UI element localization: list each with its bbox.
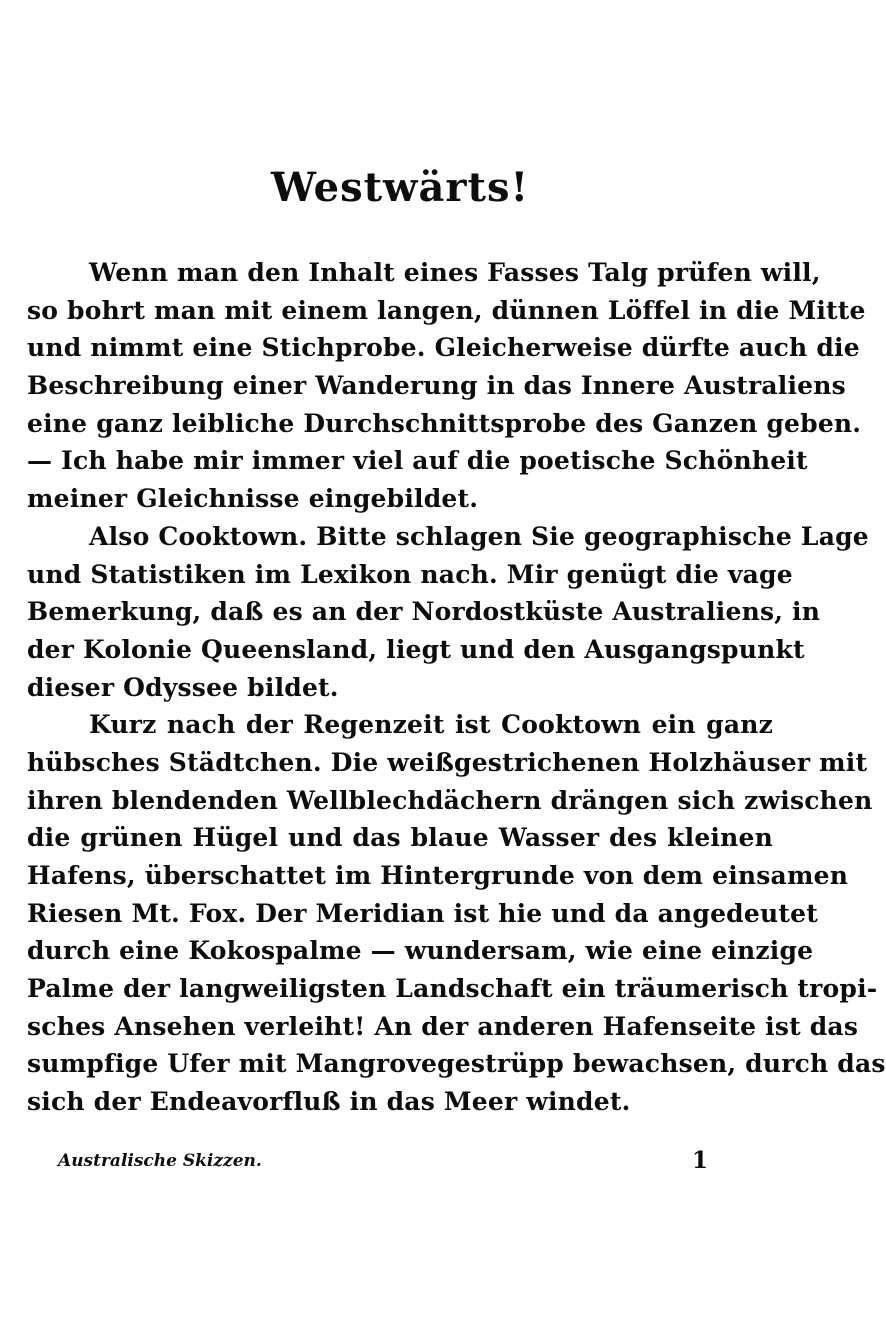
chapter-title: Westwärts!	[270, 164, 530, 211]
signature-mark: Australische Skizzen.	[58, 1151, 262, 1171]
text-line: Kurz nach der Regenzeit ist Cooktown ein ganz	[89, 710, 773, 740]
text-line: dieser Odyssee bildet.	[27, 672, 339, 702]
body-text	[27, 254, 886, 1121]
text-line: Also Cooktown. Bitte schlagen Sie geographische Lage	[89, 521, 869, 551]
text-line: der Kolonie Queensland, liegt und den Ausgangspunkt	[27, 634, 805, 664]
page-footer	[58, 1147, 708, 1177]
text-line: Wenn man den Inhalt eines Fasses Talg prüfen will,	[89, 258, 821, 287]
text-line: sumpfige Ufer mit Mangrovegestrüpp bewachsen, durch das	[27, 1049, 886, 1079]
page-number: 1	[691, 1147, 708, 1174]
text-line: so bohrt man mit einem langen, dünnen Löffel in die Mitte	[27, 295, 866, 325]
text-line: Hafens, überschattet im Hintergrunde von dem einsamen	[27, 861, 849, 890]
text-line: Bemerkung, daß es an der Nordostküste Australiens, in	[27, 597, 821, 627]
text-line: ihren blendenden Wellblechdächern drängen sich zwischen	[27, 785, 873, 815]
text-line: sich der Endeavorfluß in das Meer windet.	[27, 1087, 631, 1117]
text-line: — Ich habe mir immer viel auf die poetische Schönheit	[27, 446, 808, 476]
text-line: Palme der langweiligsten Landschaft ein träumerisch tropi-	[27, 974, 878, 1004]
text-line: Riesen Mt. Fox. Der Meridian ist hie und da angedeutet	[27, 898, 818, 928]
text-line: eine ganz leibliche Durchschnittsprobe des Ganzen geben.	[27, 408, 862, 438]
text-line: meiner Gleichnisse eingebildet.	[27, 484, 479, 514]
text-line: die grünen Hügel und das blaue Wasser des kleinen	[27, 823, 773, 853]
text-line: und nimmt eine Stichprobe. Gleicherweise dürfte auch die	[27, 333, 860, 363]
text-line: durch eine Kokospalme — wundersam, wie eine einzige	[27, 936, 814, 966]
text-line: und Statistiken im Lexikon nach. Mir genügt die vage	[27, 559, 793, 589]
text-line: Beschreibung einer Wanderung in das Innere Australiens	[27, 371, 846, 401]
text-line: hübsches Städtchen. Die weißgestrichenen Holzhäuser mit	[27, 747, 868, 777]
text-line: sches Ansehen verleiht! An der anderen Hafenseite ist das	[27, 1011, 859, 1041]
